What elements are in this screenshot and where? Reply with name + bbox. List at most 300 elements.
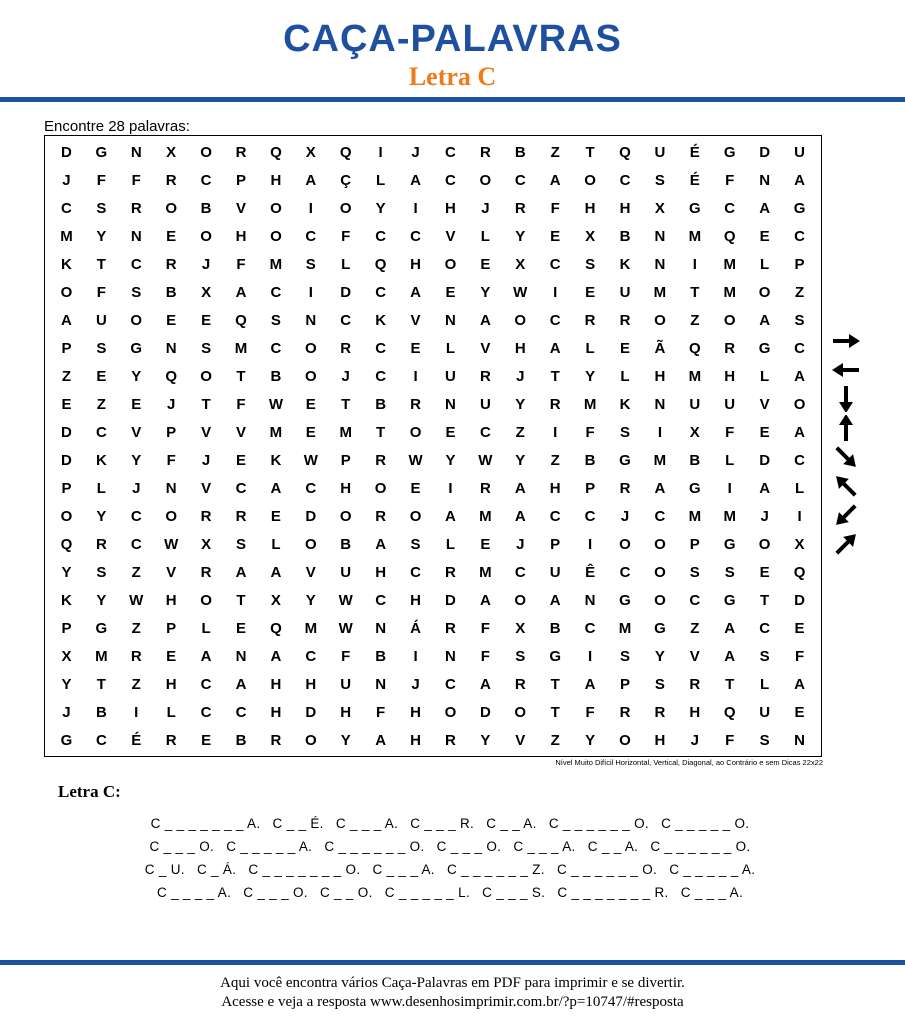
grid-cell[interactable]: C — [235, 703, 247, 721]
grid-cell[interactable]: Z — [131, 619, 141, 637]
grid-cell[interactable]: Y — [61, 675, 72, 693]
grid-cell[interactable]: J — [690, 731, 699, 749]
grid-cell[interactable]: A — [794, 367, 805, 385]
grid-cell[interactable]: U — [759, 703, 771, 721]
grid-cell[interactable]: F — [341, 647, 351, 665]
grid-cell[interactable]: T — [725, 675, 735, 693]
grid-cell[interactable]: E — [270, 507, 281, 525]
grid-cell[interactable]: F — [131, 171, 141, 189]
grid-cell[interactable]: M — [269, 255, 283, 273]
grid-cell[interactable]: M — [269, 423, 283, 441]
grid-cell[interactable]: A — [270, 563, 282, 581]
grid-cell[interactable]: E — [410, 479, 421, 497]
grid-cell[interactable]: E — [235, 619, 246, 637]
grid-cell[interactable]: A — [549, 171, 561, 189]
grid-cell[interactable]: U — [479, 395, 491, 413]
grid-cell[interactable]: O — [60, 507, 73, 525]
grid-cell[interactable]: N — [375, 619, 387, 637]
grid-cell[interactable]: J — [167, 395, 176, 413]
grid-cell[interactable]: B — [375, 647, 387, 665]
grid-cell[interactable]: C — [410, 563, 421, 581]
grid-cell[interactable]: D — [759, 451, 771, 469]
grid-cell[interactable]: C — [584, 507, 596, 525]
grid-cell[interactable]: E — [794, 619, 805, 637]
grid-cell[interactable]: E — [305, 395, 316, 413]
grid-cell[interactable]: L — [760, 367, 770, 385]
grid-cell[interactable]: H — [724, 367, 736, 385]
grid-cell[interactable]: É — [689, 143, 700, 161]
grid-cell[interactable]: Z — [550, 143, 560, 161]
grid-cell[interactable]: Q — [270, 143, 282, 161]
grid-cell[interactable]: D — [445, 591, 456, 609]
grid-cell[interactable]: A — [584, 675, 596, 693]
grid-cell[interactable]: C — [340, 311, 352, 329]
grid-cell[interactable]: H — [270, 703, 282, 721]
grid-cell[interactable]: L — [166, 703, 176, 721]
grid-cell[interactable]: M — [688, 367, 702, 385]
grid-cell[interactable]: O — [584, 171, 596, 189]
grid-cell[interactable]: G — [688, 199, 701, 217]
grid-cell[interactable]: R — [619, 479, 631, 497]
grid-cell[interactable]: E — [759, 227, 770, 245]
grid-cell[interactable]: A — [410, 171, 421, 189]
grid-cell[interactable]: U — [619, 283, 631, 301]
grid-cell[interactable]: E — [235, 451, 246, 469]
grid-cell[interactable]: U — [794, 143, 805, 161]
grid-cell[interactable]: S — [515, 647, 526, 665]
grid-cell[interactable]: H — [375, 563, 387, 581]
grid-cell[interactable]: M — [653, 283, 667, 301]
grid-cell[interactable]: J — [411, 143, 420, 161]
grid-cell[interactable]: V — [410, 311, 421, 329]
grid-cell[interactable]: Q — [374, 255, 387, 273]
grid-cell[interactable]: O — [758, 535, 771, 553]
grid-cell[interactable]: Y — [585, 367, 596, 385]
grid-cell[interactable]: H — [410, 255, 421, 273]
grid-cell[interactable]: F — [585, 703, 595, 721]
grid-cell[interactable]: A — [375, 731, 387, 749]
grid-cell[interactable]: Q — [619, 143, 631, 161]
grid-cell[interactable]: K — [619, 395, 631, 413]
grid-cell[interactable]: Q — [793, 563, 806, 581]
grid-cell[interactable]: D — [479, 703, 491, 721]
grid-cell[interactable]: O — [200, 227, 212, 245]
grid-cell[interactable]: R — [375, 451, 387, 469]
grid-cell[interactable]: J — [341, 367, 350, 385]
grid-cell[interactable]: R — [619, 703, 631, 721]
grid-cell[interactable]: I — [797, 507, 802, 525]
grid-cell[interactable]: Y — [515, 395, 526, 413]
grid-cell[interactable]: V — [445, 227, 456, 245]
grid-cell[interactable]: R — [130, 199, 142, 217]
grid-cell[interactable]: J — [132, 479, 141, 497]
grid-cell[interactable]: W — [478, 451, 493, 469]
grid-cell[interactable]: U — [445, 367, 456, 385]
grid-cell[interactable]: H — [340, 479, 352, 497]
grid-cell[interactable]: R — [165, 255, 177, 273]
grid-cell[interactable]: S — [235, 535, 246, 553]
grid-cell[interactable]: F — [376, 703, 386, 721]
grid-cell[interactable]: E — [619, 339, 630, 357]
grid-cell[interactable]: A — [235, 283, 247, 301]
grid-cell[interactable]: E — [759, 563, 770, 581]
footer-line-2[interactable]: Acesse e veja a resposta www.desenhosimprimir.com.br/?p=10747/#resposta — [221, 994, 684, 1010]
grid-cell[interactable]: R — [479, 143, 491, 161]
grid-cell[interactable]: Y — [515, 451, 526, 469]
grid-cell[interactable]: H — [584, 199, 596, 217]
grid-cell[interactable]: E — [480, 255, 491, 273]
grid-cell[interactable]: N — [584, 591, 596, 609]
grid-cell[interactable]: O — [165, 199, 177, 217]
grid-cell[interactable]: O — [304, 731, 317, 749]
grid-cell[interactable]: O — [514, 703, 527, 721]
grid-cell[interactable]: T — [236, 367, 246, 385]
grid-cell[interactable]: G — [60, 731, 73, 749]
grid-cell[interactable]: N — [130, 143, 142, 161]
grid-cell[interactable]: Y — [654, 647, 665, 665]
grid-cell[interactable]: N — [235, 647, 247, 665]
grid-cell[interactable]: Z — [550, 731, 560, 749]
grid-cell[interactable]: C — [95, 423, 107, 441]
grid-cell[interactable]: Y — [61, 563, 72, 581]
grid-cell[interactable]: G — [758, 339, 771, 357]
grid-cell[interactable]: L — [760, 255, 770, 273]
grid-cell[interactable]: J — [516, 367, 525, 385]
grid-cell[interactable]: M — [653, 451, 667, 469]
grid-cell[interactable]: U — [340, 675, 352, 693]
grid-cell[interactable]: O — [723, 311, 736, 329]
grid-cell[interactable]: G — [549, 647, 561, 665]
grid-cell[interactable]: K — [95, 451, 107, 469]
grid-cell[interactable]: R — [445, 563, 456, 581]
grid-cell[interactable]: X — [61, 647, 72, 665]
grid-cell[interactable]: O — [304, 367, 317, 385]
grid-cell[interactable]: C — [794, 451, 805, 469]
grid-cell[interactable]: O — [654, 591, 666, 609]
grid-cell[interactable]: Q — [723, 703, 736, 721]
grid-cell[interactable]: C — [619, 563, 631, 581]
grid-cell[interactable]: P — [585, 479, 596, 497]
grid-cell[interactable]: V — [131, 423, 142, 441]
grid-cell[interactable]: C — [270, 339, 282, 357]
grid-cell[interactable]: R — [479, 367, 491, 385]
grid-cell[interactable]: S — [131, 283, 142, 301]
grid-cell[interactable]: L — [341, 255, 351, 273]
grid-cell[interactable]: Ç — [340, 171, 352, 189]
grid-cell[interactable]: G — [723, 143, 736, 161]
grid-cell[interactable]: V — [166, 563, 177, 581]
grid-cell[interactable]: F — [725, 731, 735, 749]
grid-cell[interactable]: T — [376, 423, 386, 441]
grid-cell[interactable]: M — [618, 619, 632, 637]
grid-cell[interactable]: T — [341, 395, 351, 413]
grid-cell[interactable]: G — [619, 451, 631, 469]
grid-cell[interactable]: C — [794, 339, 805, 357]
grid-cell[interactable]: R — [445, 731, 456, 749]
grid-cell[interactable]: E — [201, 311, 212, 329]
grid-cell[interactable]: N — [794, 731, 805, 749]
grid-cell[interactable]: E — [445, 423, 456, 441]
grid-cell[interactable]: F — [480, 647, 490, 665]
grid-cell[interactable]: C — [130, 535, 142, 553]
grid-cell[interactable]: S — [410, 535, 421, 553]
grid-cell[interactable]: V — [305, 563, 316, 581]
grid-cell[interactable]: D — [305, 703, 317, 721]
grid-cell[interactable]: X — [794, 535, 805, 553]
grid-cell[interactable]: A — [794, 423, 805, 441]
grid-cell[interactable]: G — [723, 535, 736, 553]
grid-cell[interactable]: U — [340, 563, 352, 581]
grid-cell[interactable]: O — [374, 479, 387, 497]
grid-cell[interactable]: Y — [340, 731, 351, 749]
grid-cell[interactable]: U — [549, 563, 561, 581]
grid-cell[interactable]: X — [515, 619, 526, 637]
grid-cell[interactable]: W — [129, 591, 144, 609]
grid-cell[interactable]: F — [236, 395, 246, 413]
grid-cell[interactable]: S — [689, 563, 700, 581]
grid-cell[interactable]: N — [445, 647, 456, 665]
grid-cell[interactable]: R — [95, 535, 107, 553]
grid-cell[interactable]: P — [689, 535, 700, 553]
grid-cell[interactable]: C — [445, 675, 456, 693]
grid-cell[interactable]: K — [61, 591, 72, 609]
grid-cell[interactable]: O — [304, 339, 317, 357]
grid-cell[interactable]: T — [585, 143, 595, 161]
grid-cell[interactable]: C — [445, 171, 456, 189]
grid-cell[interactable]: S — [724, 563, 735, 581]
grid-cell[interactable]: A — [654, 479, 666, 497]
grid-cell[interactable]: L — [620, 367, 630, 385]
grid-cell[interactable]: H — [305, 675, 317, 693]
grid-cell[interactable]: M — [339, 423, 352, 441]
grid-cell[interactable]: C — [375, 591, 387, 609]
grid-cell[interactable]: R — [514, 199, 526, 217]
grid-cell[interactable]: É — [131, 731, 142, 749]
grid-cell[interactable]: K — [375, 311, 387, 329]
grid-cell[interactable]: H — [410, 731, 421, 749]
grid-cell[interactable]: J — [620, 507, 630, 525]
grid-cell[interactable]: R — [514, 675, 526, 693]
grid-cell[interactable]: V — [201, 479, 212, 497]
grid-cell[interactable]: H — [270, 675, 282, 693]
grid-cell[interactable]: A — [479, 591, 491, 609]
grid-cell[interactable]: R — [340, 339, 352, 357]
grid-cell[interactable]: N — [445, 395, 456, 413]
grid-cell[interactable]: O — [619, 535, 631, 553]
grid-cell[interactable]: A — [759, 311, 771, 329]
grid-cell[interactable]: J — [201, 255, 211, 273]
grid-cell[interactable]: O — [444, 703, 457, 721]
grid-cell[interactable]: C — [410, 227, 421, 245]
grid-cell[interactable]: J — [516, 535, 525, 553]
grid-cell[interactable]: G — [654, 619, 666, 637]
grid-cell[interactable]: W — [303, 451, 318, 469]
grid-cell[interactable]: H — [165, 591, 177, 609]
grid-cell[interactable]: O — [304, 535, 317, 553]
grid-cell[interactable]: C — [270, 283, 282, 301]
grid-cell[interactable]: C — [375, 367, 387, 385]
grid-cell[interactable]: C — [130, 255, 142, 273]
grid-cell[interactable]: I — [448, 479, 453, 497]
grid-cell[interactable]: R — [235, 507, 247, 525]
grid-cell[interactable]: P — [61, 619, 72, 637]
grid-cell[interactable]: O — [130, 311, 143, 329]
grid-cell[interactable]: O — [200, 591, 212, 609]
grid-cell[interactable]: G — [95, 619, 108, 637]
grid-cell[interactable]: G — [619, 591, 631, 609]
grid-cell[interactable]: E — [61, 395, 72, 413]
grid-cell[interactable]: E — [585, 283, 596, 301]
grid-cell[interactable]: R — [375, 507, 387, 525]
grid-cell[interactable]: Z — [61, 367, 72, 385]
grid-cell[interactable]: Q — [165, 367, 177, 385]
grid-cell[interactable]: D — [61, 423, 72, 441]
grid-cell[interactable]: H — [619, 199, 631, 217]
grid-cell[interactable]: D — [61, 451, 72, 469]
grid-cell[interactable]: A — [479, 311, 491, 329]
grid-cell[interactable]: S — [619, 423, 630, 441]
grid-cell[interactable]: F — [725, 171, 735, 189]
grid-cell[interactable]: Y — [375, 199, 386, 217]
grid-cell[interactable]: S — [201, 339, 212, 357]
grid-cell[interactable]: J — [62, 171, 71, 189]
grid-cell[interactable]: F — [96, 171, 106, 189]
grid-cell[interactable]: R — [200, 563, 212, 581]
grid-cell[interactable]: R — [479, 479, 491, 497]
grid-cell[interactable]: O — [514, 311, 527, 329]
grid-cell[interactable]: C — [130, 507, 142, 525]
grid-cell[interactable]: C — [375, 283, 387, 301]
grid-cell[interactable]: I — [587, 647, 593, 665]
grid-cell[interactable]: É — [689, 171, 700, 189]
grid-cell[interactable]: Z — [690, 311, 700, 329]
grid-cell[interactable]: B — [514, 143, 526, 161]
grid-cell[interactable]: S — [654, 171, 665, 189]
grid-cell[interactable]: H — [410, 591, 421, 609]
grid-cell[interactable]: S — [585, 255, 596, 273]
grid-cell[interactable]: N — [130, 227, 142, 245]
grid-cell[interactable]: H — [689, 703, 701, 721]
grid-cell[interactable]: I — [413, 199, 418, 217]
grid-cell[interactable]: C — [375, 227, 387, 245]
grid-cell[interactable]: D — [305, 507, 317, 525]
grid-cell[interactable]: V — [480, 339, 491, 357]
grid-cell[interactable]: L — [96, 479, 106, 497]
grid-cell[interactable]: B — [619, 227, 631, 245]
grid-cell[interactable]: P — [794, 255, 805, 273]
grid-cell[interactable]: D — [759, 143, 771, 161]
grid-cell[interactable]: F — [480, 619, 490, 637]
grid-cell[interactable]: O — [200, 367, 212, 385]
grid-cell[interactable]: R — [549, 395, 561, 413]
grid-cell[interactable]: O — [619, 731, 631, 749]
grid-cell[interactable]: W — [338, 591, 353, 609]
grid-cell[interactable]: B — [165, 283, 177, 301]
grid-cell[interactable]: U — [689, 395, 701, 413]
grid-cell[interactable]: X — [201, 535, 212, 553]
grid-cell[interactable]: P — [61, 479, 72, 497]
grid-cell[interactable]: C — [479, 423, 491, 441]
grid-cell[interactable]: R — [200, 507, 212, 525]
grid-cell[interactable]: F — [725, 423, 735, 441]
grid-cell[interactable]: S — [96, 199, 107, 217]
grid-cell[interactable]: S — [759, 731, 770, 749]
grid-cell[interactable]: I — [413, 367, 418, 385]
grid-cell[interactable]: Z — [131, 675, 141, 693]
grid-cell[interactable]: R — [235, 143, 247, 161]
grid-cell[interactable]: C — [445, 143, 456, 161]
grid-cell[interactable]: H — [549, 479, 561, 497]
grid-cell[interactable]: O — [793, 395, 806, 413]
grid-cell[interactable]: L — [585, 339, 595, 357]
grid-cell[interactable]: U — [724, 395, 736, 413]
grid-cell[interactable]: A — [445, 507, 456, 525]
grid-cell[interactable]: U — [95, 311, 107, 329]
grid-cell[interactable]: Y — [305, 591, 316, 609]
grid-cell[interactable]: S — [305, 255, 316, 273]
grid-cell[interactable]: Z — [131, 563, 141, 581]
grid-cell[interactable]: H — [340, 703, 352, 721]
grid-cell[interactable]: G — [688, 479, 701, 497]
grid-cell[interactable]: D — [794, 591, 805, 609]
grid-cell[interactable]: I — [587, 535, 593, 553]
grid-cell[interactable]: C — [200, 171, 212, 189]
grid-cell[interactable]: U — [654, 143, 666, 161]
grid-cell[interactable]: C — [95, 731, 107, 749]
grid-cell[interactable]: A — [759, 479, 771, 497]
grid-cell[interactable]: M — [95, 647, 108, 665]
grid-cell[interactable]: E — [305, 423, 316, 441]
grid-cell[interactable]: M — [234, 339, 248, 357]
grid-cell[interactable]: S — [96, 339, 107, 357]
grid-cell[interactable]: E — [794, 703, 805, 721]
grid-cell[interactable]: Y — [96, 507, 107, 525]
grid-cell[interactable]: K — [61, 255, 72, 273]
grid-cell[interactable]: Y — [480, 731, 491, 749]
grid-cell[interactable]: T — [760, 591, 770, 609]
grid-cell[interactable]: J — [62, 703, 71, 721]
grid-cell[interactable]: C — [794, 227, 805, 245]
grid-cell[interactable]: P — [550, 535, 561, 553]
grid-cell[interactable]: I — [553, 423, 558, 441]
grid-cell[interactable]: V — [515, 731, 526, 749]
grid-cell[interactable]: O — [339, 507, 352, 525]
grid-cell[interactable]: Z — [794, 283, 805, 301]
grid-cell[interactable]: M — [479, 507, 492, 525]
grid-cell[interactable]: N — [654, 255, 666, 273]
grid-cell[interactable]: H — [654, 731, 666, 749]
grid-cell[interactable]: C — [305, 479, 317, 497]
grid-cell[interactable]: W — [338, 619, 353, 637]
grid-cell[interactable]: H — [654, 367, 666, 385]
grid-cell[interactable]: O — [654, 311, 666, 329]
grid-cell[interactable]: O — [270, 199, 282, 217]
grid-cell[interactable]: V — [235, 199, 246, 217]
grid-cell[interactable]: O — [479, 171, 492, 189]
grid-cell[interactable]: A — [514, 507, 526, 525]
grid-cell[interactable]: M — [723, 255, 736, 273]
grid-cell[interactable]: B — [270, 367, 282, 385]
grid-cell[interactable]: I — [727, 479, 732, 497]
grid-cell[interactable]: K — [270, 451, 282, 469]
grid-cell[interactable]: I — [657, 423, 662, 441]
grid-cell[interactable]: R — [130, 647, 142, 665]
grid-cell[interactable]: J — [481, 199, 490, 217]
grid-cell[interactable]: P — [166, 423, 177, 441]
grid-cell[interactable]: Y — [480, 283, 491, 301]
grid-cell[interactable]: S — [794, 311, 805, 329]
grid-cell[interactable]: F — [585, 423, 595, 441]
